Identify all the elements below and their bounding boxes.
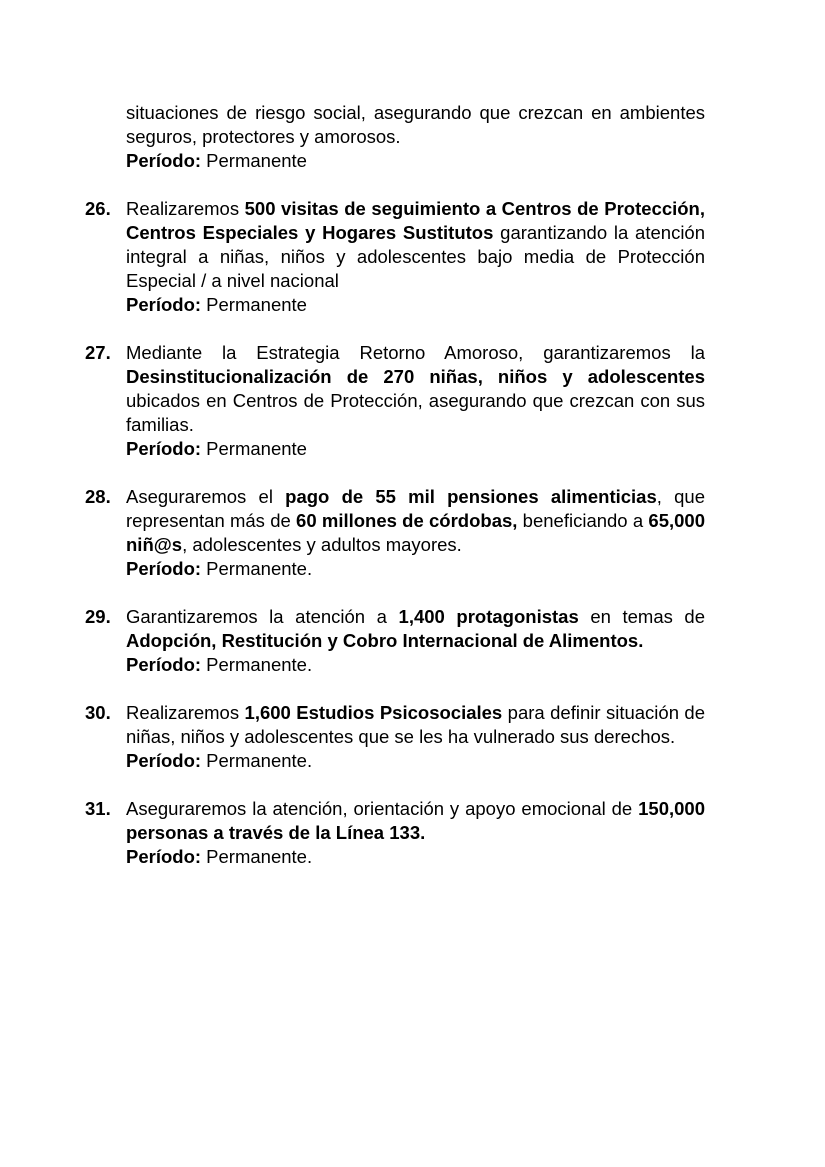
item-number: 26. [85,198,111,219]
period-line [126,653,705,677]
text-run: situaciones de riesgo social, asegurando que crezcan en ambientes seguros, protectores y amorosos. [126,102,705,147]
paragraph-text [126,101,705,149]
item-text [126,605,705,653]
text-run: Período: [126,558,202,579]
text-run: 60 millones de córdobas, [296,510,518,531]
text-run: 500 visitas de seguimiento a Centros de Protección, Centros Especiales y Hogares Sustitutos [126,198,705,243]
period-line [126,557,705,581]
text-run: Permanente. [201,558,313,579]
text-run: en temas de [578,606,706,627]
item-content [126,605,705,677]
text-run: Garantizaremos la atención a [126,606,399,627]
text-run: Mediante la Estrategia Retorno Amoroso, garantizaremos la [126,342,705,363]
text-run: Período: [126,438,202,459]
period-line [126,845,705,869]
text-run: Permanente [201,438,307,459]
text-run: Permanente. [201,750,313,771]
list-item [85,605,705,677]
text-run: Aseguraremos el [126,486,286,507]
text-run: Permanente [201,294,307,315]
item-number: 28. [85,486,111,507]
list-item [85,341,705,461]
item-text [126,797,705,845]
text-run: Período: [126,654,202,675]
list-item [85,485,705,581]
text-run: Aseguraremos la atención, orientación y apoyo emocional de [126,798,639,819]
text-run: beneficiando a [517,510,649,531]
item-number: 30. [85,702,111,723]
text-run: Permanente. [201,846,313,867]
item-text [126,485,705,557]
continuation-paragraph [126,101,705,173]
numbered-list [85,197,705,869]
item-content [126,485,705,581]
item-content [126,197,705,317]
period-line [126,293,705,317]
text-run: Período: [126,294,202,315]
document-body [85,101,705,893]
item-number: 29. [85,606,111,627]
text-run: Realizaremos [126,702,245,723]
text-run: Permanente. [201,654,313,675]
list-item [85,797,705,869]
text-run: Período: [126,150,202,171]
list-item [85,197,705,317]
item-content [126,797,705,869]
item-text [126,701,705,749]
item-content [126,341,705,461]
item-number: 31. [85,798,111,819]
text-run: Realizaremos [126,198,245,219]
list-item [85,701,705,773]
text-run: Permanente [201,150,307,171]
text-run: Período: [126,846,202,867]
text-run: Adopción, Restitución y Cobro Internacional de Alimentos. [126,630,644,651]
text-run: 150,000 personas a través de la Línea 133. [126,798,705,843]
period-line [126,149,705,173]
text-run: Desinstitucionalización de 270 niñas, niños y adolescentes [126,366,705,387]
item-text [126,197,705,293]
text-run: , que representan más de [126,486,705,531]
text-run: garantizando la atención integral a niñas, niños y adolescentes bajo media de Protección Especial / a nivel nacional [126,222,706,291]
item-text [126,341,705,437]
text-run: 65,000 niñ@s [126,510,705,555]
text-run: pago de 55 mil pensiones alimenticias [285,486,657,507]
text-run: 1,600 Estudios Psicosociales [244,702,503,723]
period-line [126,749,705,773]
text-run: ubicados en Centros de Protección, asegurando que crezcan con sus familias. [126,390,705,435]
text-run: para definir situación de niñas, niños y adolescentes que se les ha vulnerado sus derechos. [126,702,705,747]
period-line [126,437,705,461]
item-content [126,701,705,773]
item-number: 27. [85,342,111,363]
text-run: 1,400 protagonistas [398,606,579,627]
text-run: , adolescentes y adultos mayores. [182,534,462,555]
text-run: Período: [126,750,202,771]
